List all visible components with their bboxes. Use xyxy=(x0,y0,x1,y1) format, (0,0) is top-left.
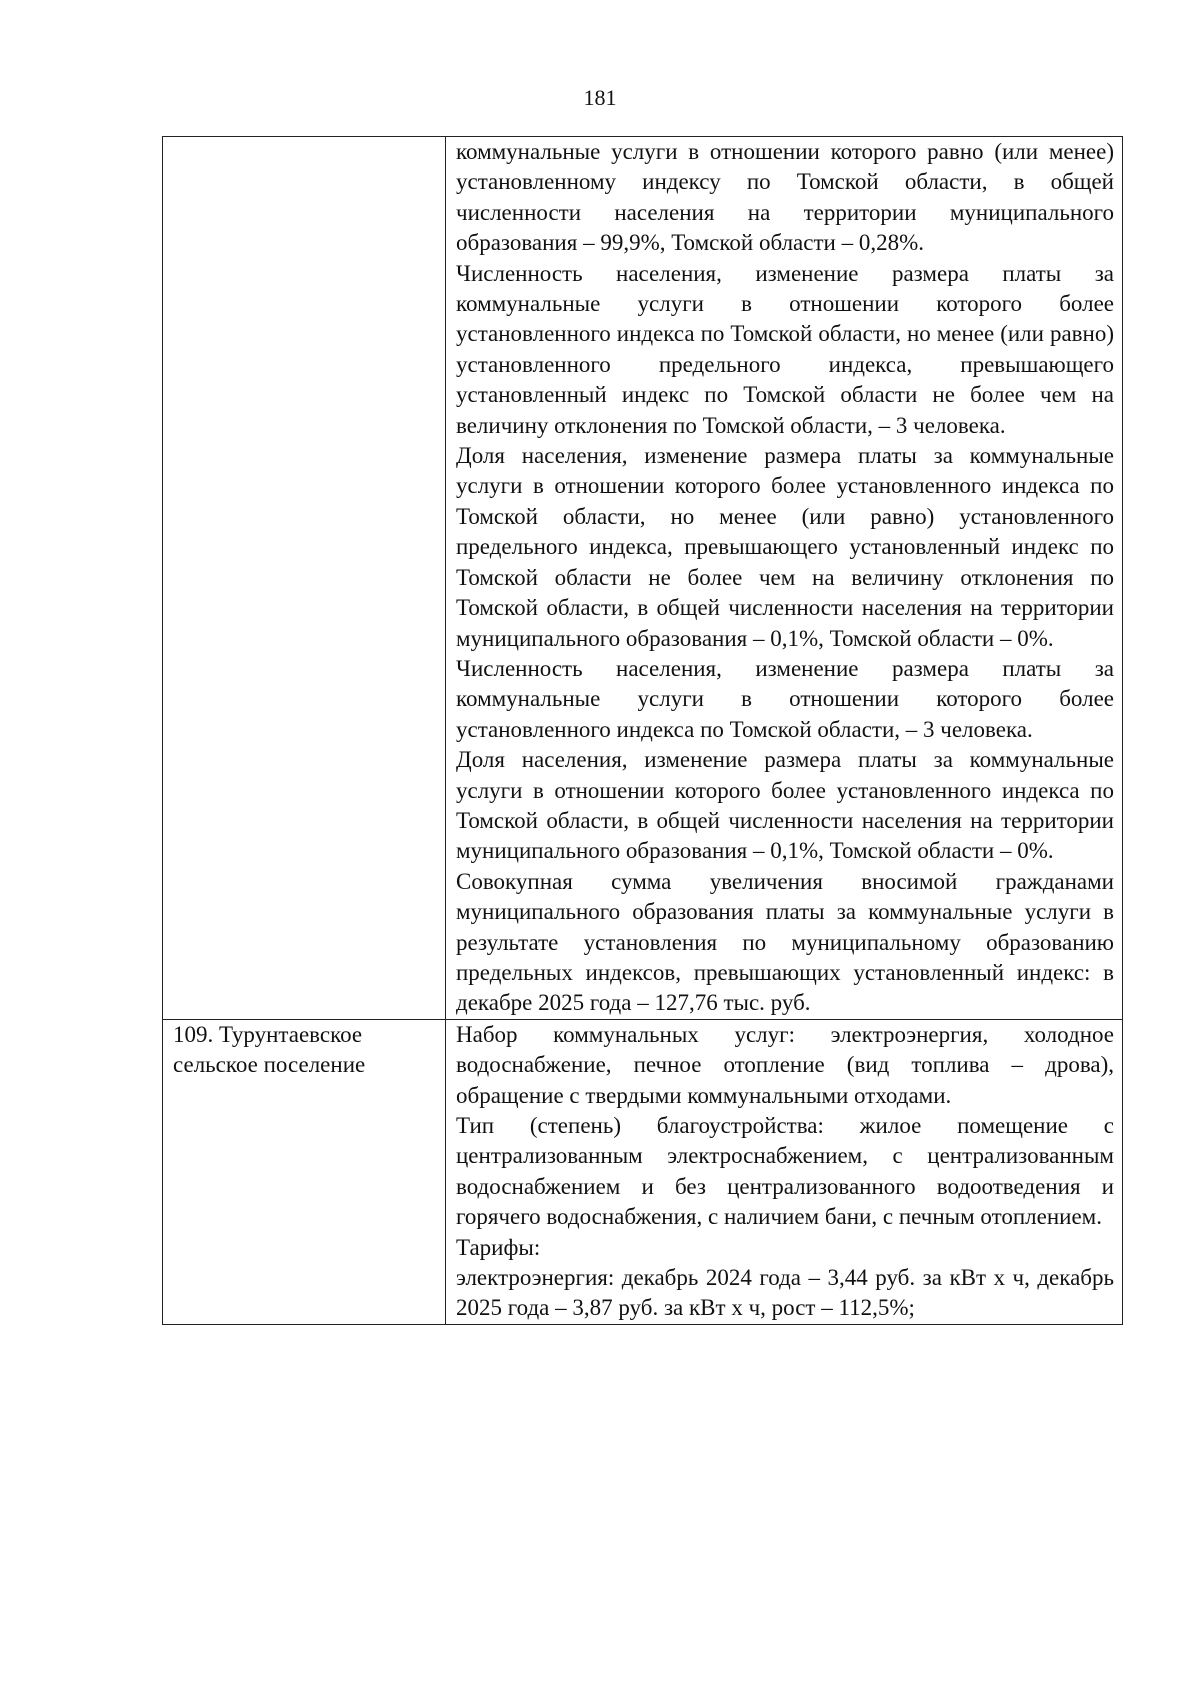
paragraph-tariffs-heading: Тарифы: xyxy=(456,1234,541,1260)
municipality-name-cell xyxy=(163,137,446,1020)
paragraph-population-count-above-index: Численность населения, изменение размера платы за коммунальные услуги в отношении которого более установленного индекса по Томской области, – 3 человека. xyxy=(456,655,1114,742)
paragraph-total-increase-sum: Совокупная сумма увеличения вносимой гражданами муниципального образования платы за коммунальные услуги в результате установления по муниципальному образованию предельных индексов, превышающих установленный индекс: в декабре 2025 года – 127,76 тыс. руб. xyxy=(456,868,1114,1016)
paragraph-population-share-within-index: коммунальные услуги в отношении которого равно (или менее) установленному индексу по Томской области, в общей численности населения на территории муниципального образования – 99,9%, Томской области – 0,28%. xyxy=(456,139,1114,256)
paragraph-population-share-above-index: Доля населения, изменение размера платы за коммунальные услуги в отношении которого более установленного индекса по Томской области, в общей численности населения на территории муниципального образования – 0,1%, Томской области – 0%. xyxy=(456,747,1114,864)
municipality-name-cell: 109. Турунтаевское сельское поселение xyxy=(163,1019,446,1324)
paragraph-population-count-above-index-within-limit: Численность населения, изменение размера платы за коммунальные услуги в отношении которого более установленного индекса по Томской области, но менее (или равно) установленного предельного индекса, превышающего установленный индекс по Томской области не более чем на величину отклонения по Томской области, – 3 человека. xyxy=(456,260,1114,438)
table-row xyxy=(163,137,1123,1020)
description-cell xyxy=(446,137,1123,1020)
paragraph-improvement-type: Тип (степень) благоустройства: жилое помещение с централизованным электроснабжением, с централизованным водоснабжением и без централизованного водоотведения и горячего водоснабжения, с наличием бани, с печным отоплением. xyxy=(456,1113,1114,1230)
description-cell xyxy=(446,1019,1123,1324)
table-row xyxy=(163,1019,1123,1324)
municipal-utilities-table xyxy=(162,136,1123,1325)
paragraph-electricity-tariff: электроэнергия: декабрь 2024 года – 3,44 руб. за кВт х ч, декабрь 2025 года – 3,87 руб. за кВт х ч, рост – 112,5%; xyxy=(456,1265,1114,1321)
page-number: 181 xyxy=(583,85,617,110)
paragraph-utility-services-set: Набор коммунальных услуг: электроэнергия, холодное водоснабжение, печное отопление (вид топлива – дрова), обращение с твердыми коммунальными отходами. xyxy=(456,1021,1114,1108)
paragraph-population-share-above-index-within-limit: Доля населения, изменение размера платы за коммунальные услуги в отношении которого более установленного индекса по Томской области, но менее (или равно) установленного предельного индекса, превышающего установленный индекс по Томской области не более чем на величину отклонения по Томской области, в общей численности населения на территории муниципального образования – 0,1%, Томской области – 0%. xyxy=(456,443,1114,651)
